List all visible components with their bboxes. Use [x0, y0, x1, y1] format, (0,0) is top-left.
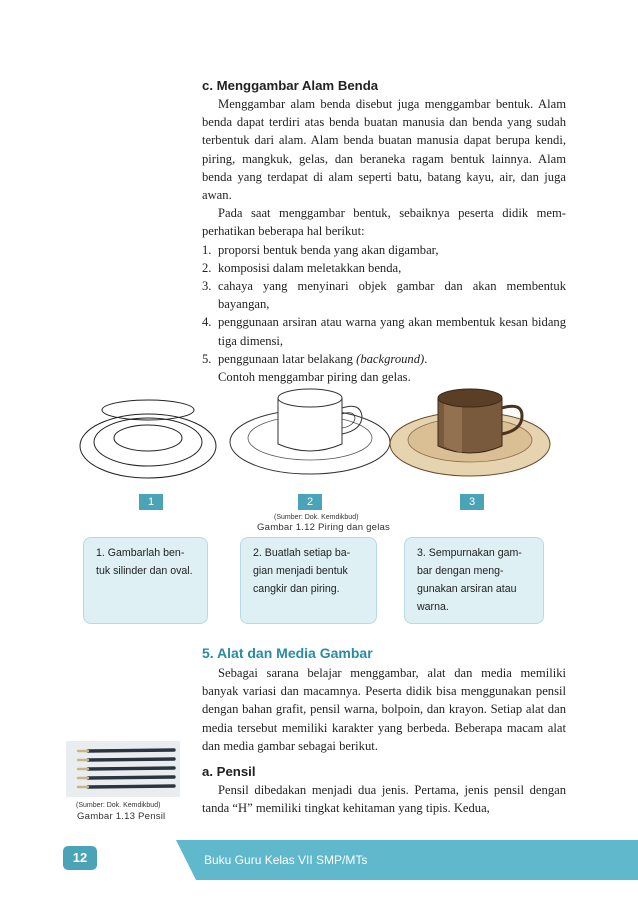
list-item: 5. penggunaan latar belakang (background).: [202, 351, 428, 366]
section-c-para2: Pada saat menggambar bentuk, sebaiknya peserta didik mem-perhatikan beberapa hal berikut:: [202, 206, 566, 239]
figure-1-13-caption: Gambar 1.13 Pensil: [77, 811, 166, 822]
step-2-badge: 2: [298, 494, 322, 510]
section-5: [202, 645, 566, 817]
instruction-box-3: 3. Sempurnakan gam-bar dengan meng-gunakan arsiran atau warna.: [404, 537, 544, 624]
example-line: Contoh menggambar piring dan gelas.: [218, 370, 411, 385]
step-1-drawing: [80, 400, 216, 478]
list-item: 4. penggunaan arsiran atau warna yang akan membentuk kesan bidang tiga dimensi,: [202, 315, 566, 348]
page-number: 12: [63, 846, 97, 870]
figure-1-12-caption: Gambar 1.12 Piring dan gelas: [257, 522, 391, 533]
figure-1-13-source: (Sumber: Dok. Kemdikbud): [76, 802, 161, 809]
step-2-drawing: [230, 389, 390, 474]
section-5-para1: Sebagai sarana belajar menggambar, alat dan media memiliki banyak variasi dan macamnya. Peserta didik bisa menggunakan pensil dengan bahan grafit, pensil warna, bolpoin, dan krayon. Setiap alat dan media tersebut memiliki karakter yang berbeda. Beberapa macam alat dan media gambar sebagai berikut.: [202, 666, 566, 753]
list-item: 3. cahaya yang menyinari objek gambar dan akan membentuk bayangan,: [202, 279, 566, 312]
book-title: Buku Guru Kelas VII SMP/MTs: [204, 853, 368, 867]
step-1-badge: 1: [139, 494, 163, 510]
step-3-badge: 3: [460, 494, 484, 510]
plate-and-cup-illustration: [60, 378, 580, 508]
figure-1-12-source: (Sumber: Dok. Kemdikbud): [274, 514, 359, 521]
list-item: 2. komposisi dalam meletakkan benda,: [202, 260, 402, 275]
instruction-box-1: 1. Gambarlah ben-tuk silinder dan oval.: [83, 537, 208, 624]
list-item: 1. proporsi bentuk benda yang akan digambar,: [202, 242, 439, 257]
pencil-photo: [66, 741, 180, 797]
instruction-box-2: 2. Buatlah setiap ba-gian menjadi bentuk cangkir dan piring.: [240, 537, 377, 624]
section-5-heading: 5. Alat dan Media Gambar: [202, 645, 373, 661]
section-c-para1: Menggambar alam benda disebut juga menggambar bentuk. Alam benda dapat terdiri atas benda buatan manusia dan benda yang sudah terbentuk dari alam. Alam benda buatan manusia dapat berupa kendi, piring, mangkuk, gelas, dan beraneka ragam bentuk lainnya. Alam benda yang terdapat di alam seperti batu, batang kayu, air, dan juga awan.: [202, 97, 566, 203]
section-c-heading: c. Menggambar Alam Benda: [202, 78, 379, 93]
pensil-heading: a. Pensil: [202, 764, 256, 780]
section-c: [202, 78, 566, 386]
step-3-drawing: [390, 389, 550, 476]
pensil-para: Pensil dibedakan menjadi dua jenis. Pertama, jenis pensil dengan tanda “H” memiliki tingkat kehitaman yang tipis. Kedua,: [202, 783, 566, 816]
drawing-considerations-list: [202, 241, 566, 368]
